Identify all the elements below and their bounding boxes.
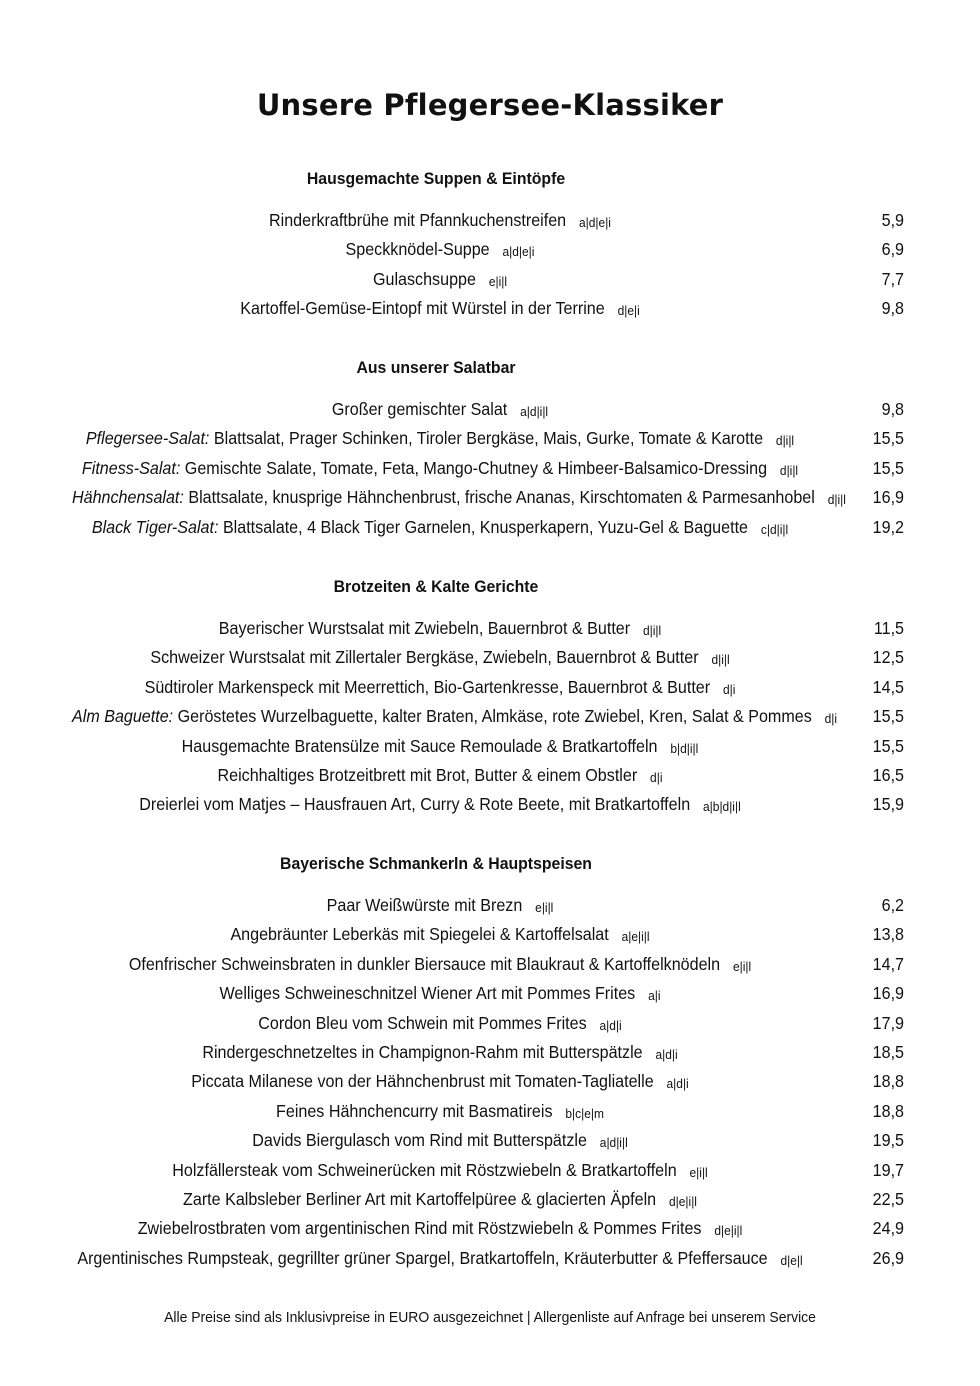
menu-item-price: 15,5 — [872, 457, 904, 478]
section-heading: Hausgemachte Suppen & Eintöpfe — [306, 169, 566, 188]
menu-item-description — [72, 239, 808, 260]
allergen-codes: e|i|l — [732, 958, 752, 974]
allergen-codes: d|i|l — [775, 433, 795, 449]
menu-item — [0, 239, 980, 265]
menu-item-text: Paar Weißwürste mit Brezn — [326, 895, 523, 915]
allergen-codes: a|d|i — [666, 1076, 689, 1092]
menu-item-price: 15,9 — [872, 794, 904, 815]
menu-item-price: 5,9 — [881, 210, 904, 230]
menu-item — [0, 736, 980, 762]
menu-item-text: Piccata Milanese von der Hähnchenbrust mit Tomaten-Tagliatelle — [191, 1071, 654, 1092]
menu-item-text: Rindergeschnetzeltes in Champignon-Rahm mit Butterspätzle — [202, 1042, 643, 1062]
menu-item — [0, 1248, 980, 1274]
allergen-codes: d|e|i|l — [714, 1223, 743, 1239]
menu-item — [0, 895, 980, 921]
menu-item-text: Davids Biergulasch vom Rind mit Butterspätzle — [252, 1130, 587, 1151]
menu-item — [0, 1218, 980, 1244]
menu-item-description — [72, 954, 808, 975]
menu-item-description — [72, 458, 808, 479]
menu-item-description — [72, 1013, 808, 1034]
menu-item — [0, 1189, 980, 1215]
menu-item-price: 19,2 — [872, 516, 904, 537]
allergen-codes: d|i — [824, 711, 838, 727]
menu-item-price: 24,9 — [872, 1218, 904, 1239]
menu-item — [0, 458, 980, 484]
menu-item-price: 18,5 — [872, 1042, 904, 1062]
menu-item-price: 18,8 — [872, 1071, 904, 1092]
allergen-codes: d|i|l — [643, 623, 662, 638]
allergen-codes: c|d|i|l — [760, 521, 789, 537]
section-heading: Aus unserer Salatbar — [356, 358, 516, 377]
menu-item-text: Gemischte Salate, Tomate, Feta, Mango-Chutney & Himbeer-Balsamico-Dressing — [180, 457, 768, 478]
allergen-codes: d|i|l — [779, 462, 799, 478]
footer-note: Alle Preise sind als Inklusivpreise in EURO ausgezeichnet | Allergenliste auf Anfrage bei unserem Service — [164, 1309, 816, 1326]
allergen-codes: e|i|l — [689, 1164, 708, 1180]
allergen-codes: a|d|i|l — [599, 1135, 628, 1151]
allergen-codes: a|d|i — [599, 1017, 622, 1033]
menu-item — [0, 269, 980, 295]
menu-item-price: 12,5 — [872, 647, 904, 668]
menu-item-description — [72, 487, 846, 508]
menu-item-text: Speckknödel-Suppe — [345, 239, 490, 260]
allergen-codes: e|i|l — [488, 273, 508, 289]
allergen-codes: a|i — [648, 988, 661, 1004]
menu-item-text: Blattsalate, 4 Black Tiger Garnelen, Knusperkapern, Yuzu-Gel & Baguette — [218, 516, 748, 537]
menu-item — [0, 487, 980, 513]
menu-item — [0, 765, 980, 791]
menu-item-price: 9,8 — [881, 399, 904, 419]
menu-item-description — [72, 1101, 808, 1122]
menu-item-description — [72, 765, 808, 786]
menu-item — [0, 924, 980, 950]
menu-item — [0, 428, 980, 454]
menu-item-text: Welliges Schweineschnitzel Wiener Art mit Pommes Frites — [219, 983, 636, 1004]
menu-item-price: 15,5 — [872, 735, 904, 756]
menu-item-description — [72, 1130, 808, 1151]
page-title: Unsere Pflegersee-Klassiker — [256, 88, 724, 122]
allergen-codes: d|i — [722, 681, 736, 697]
menu-item-description — [72, 647, 808, 668]
menu-item-description — [72, 1189, 808, 1210]
menu-item-description — [72, 618, 808, 639]
menu-item — [0, 1101, 980, 1127]
menu-item-description — [72, 924, 808, 945]
menu-item-description — [72, 736, 808, 757]
menu-item-description — [72, 1248, 808, 1269]
section-heading: Bayerische Schmankerln & Hauptspeisen — [280, 854, 592, 873]
allergen-codes: a|d|e|i — [502, 244, 535, 260]
menu-item-price: 6,2 — [881, 895, 904, 915]
menu-item — [0, 1013, 980, 1039]
allergen-codes: a|d|i — [655, 1047, 678, 1062]
menu-item-price: 11,5 — [873, 618, 904, 638]
menu-item-text: Ofenfrischer Schweinsbraten in dunkler Biersauce mit Blaukraut & Kartoffelknödeln — [128, 953, 721, 974]
menu-item-description — [72, 895, 808, 916]
menu-item-description — [72, 677, 808, 698]
menu-item-price: 16,5 — [872, 765, 904, 785]
menu-item-text: Kartoffel-Gemüse-Eintopf mit Würstel in der Terrine — [240, 298, 605, 319]
menu-item-price: 26,9 — [872, 1247, 904, 1268]
menu-item-description — [72, 983, 808, 1004]
menu-item-text: Schweizer Wurstsalat mit Zillertaler Bergkäse, Zwiebeln, Bauernbrot & Butter — [150, 647, 699, 668]
menu-item-name: Pflegersee-Salat: — [85, 428, 210, 449]
menu-item-description — [72, 1042, 808, 1063]
allergen-codes: a|b|d|i|l — [703, 799, 741, 815]
menu-item-text: Gulaschsuppe — [372, 268, 476, 289]
menu-item-price: 7,7 — [881, 268, 904, 289]
menu-item-price: 19,7 — [872, 1159, 904, 1180]
allergen-codes: d|i|l — [711, 652, 730, 668]
menu-item-description — [72, 399, 808, 420]
menu-item — [0, 1071, 980, 1097]
menu-item — [0, 517, 980, 543]
allergen-codes: a|d|e|i — [579, 215, 611, 230]
menu-item-price: 14,7 — [872, 953, 904, 974]
menu-item-text: Rinderkraftbrühe mit Pfannkuchenstreifen — [269, 210, 567, 230]
menu-item-price: 13,8 — [872, 924, 904, 945]
menu-item-price: 15,5 — [872, 428, 904, 449]
menu-item — [0, 1130, 980, 1156]
menu-item — [0, 1160, 980, 1186]
menu-item-description — [72, 1218, 808, 1239]
menu-item-description — [72, 210, 808, 231]
allergen-codes: b|d|i|l — [670, 740, 699, 756]
menu-item-name: Black Tiger-Salat: — [91, 516, 219, 537]
menu-item-name: Alm Baguette: — [72, 706, 174, 727]
menu-item-text: Feines Hähnchencurry mit Basmatireis — [276, 1100, 553, 1121]
menu-item-name: Hähnchensalat: — [72, 487, 184, 508]
menu-item-text: Zwiebelrostbraten vom argentinischen Rind mit Röstzwiebeln & Pommes Frites — [137, 1218, 702, 1239]
menu-item-price: 14,5 — [872, 676, 904, 697]
menu-item — [0, 399, 980, 425]
menu-item — [0, 954, 980, 980]
menu-item-text: Blattsalat, Prager Schinken, Tiroler Bergkäse, Mais, Gurke, Tomate & Karotte — [209, 428, 764, 449]
menu-item-description — [72, 1071, 808, 1092]
menu-item-price: 16,9 — [872, 983, 904, 1004]
allergen-codes: d|e|i|l — [669, 1194, 697, 1209]
menu-item-price: 18,8 — [872, 1100, 904, 1121]
allergen-codes: d|e|l — [780, 1252, 803, 1268]
menu-item-text: Bayerischer Wurstsalat mit Zwiebeln, Bauernbrot & Butter — [218, 618, 631, 638]
menu-item-description — [72, 517, 808, 538]
menu-item-text: Zarte Kalbsleber Berliner Art mit Kartoffelpüree & glacierten Äpfeln — [183, 1189, 657, 1209]
allergen-codes: a|d|i|l — [520, 404, 549, 419]
menu-item-description — [72, 706, 838, 727]
menu-item-price: 9,8 — [881, 298, 904, 319]
menu-item-text: Reichhaltiges Brotzeitbrett mit Brot, Butter & einem Obstler — [217, 765, 638, 785]
menu-item-description — [72, 794, 808, 815]
menu-item — [0, 794, 980, 820]
menu-item — [0, 298, 980, 324]
allergen-codes: b|c|e|m — [565, 1105, 604, 1121]
menu-item-price: 17,9 — [872, 1012, 904, 1033]
allergen-codes: d|i — [650, 770, 663, 785]
menu-item-text: Dreierlei vom Matjes – Hausfrauen Art, Curry & Rote Beete, mit Bratkartoffeln — [139, 794, 691, 815]
menu-item-text: Cordon Bleu vom Schwein mit Pommes Frites — [258, 1012, 587, 1033]
menu-item-text: Argentinisches Rumpsteak, gegrillter grüner Spargel, Bratkartoffeln, Kräuterbutter & Pfeffersauce — [77, 1247, 768, 1268]
menu-item-text: Südtiroler Markenspeck mit Meerrettich, Bio-Gartenkresse, Bauernbrot & Butter — [144, 676, 711, 697]
menu-item-description — [72, 269, 808, 290]
menu-item-text: Angebräunter Leberkäs mit Spiegelei & Kartoffelsalat — [230, 924, 609, 945]
menu-item — [0, 706, 980, 732]
menu-item — [0, 647, 980, 673]
section-heading: Brotzeiten & Kalte Gerichte — [333, 577, 539, 596]
menu-item-text: Großer gemischter Salat — [331, 399, 508, 419]
menu-item-text: Geröstetes Wurzelbaguette, kalter Braten, Almkäse, rote Zwiebel, Kren, Salat & Pommes — [173, 706, 812, 727]
allergen-codes: d|e|i — [617, 303, 640, 319]
allergen-codes: d|i|l — [827, 492, 846, 508]
allergen-codes: a|e|i|l — [621, 929, 650, 945]
menu-item-price: 19,5 — [872, 1130, 904, 1151]
menu-item-price: 16,9 — [872, 487, 904, 508]
menu-item-text: Blattsalate, knusprige Hähnchenbrust, frische Ananas, Kirschtomaten & Parmesanhobel — [183, 487, 815, 508]
menu-item — [0, 210, 980, 236]
menu-item-text: Holzfällersteak vom Schweinerücken mit Röstzwiebeln & Bratkartoffeln — [172, 1159, 677, 1180]
menu-item-description — [72, 298, 808, 319]
menu-item-name: Fitness-Salat: — [81, 457, 181, 478]
allergen-codes: e|i|l — [535, 900, 554, 915]
menu-item-price: 22,5 — [872, 1189, 904, 1209]
menu-item-description — [72, 1160, 808, 1181]
menu-item — [0, 618, 980, 644]
menu-item — [0, 983, 980, 1009]
menu-item — [0, 677, 980, 703]
menu-item-price: 6,9 — [881, 239, 904, 260]
menu-item-text: Hausgemachte Bratensülze mit Sauce Remoulade & Bratkartoffeln — [181, 735, 658, 756]
menu-item — [0, 1042, 980, 1068]
menu-item-price: 15,5 — [872, 706, 904, 727]
menu-item-description — [72, 428, 808, 449]
